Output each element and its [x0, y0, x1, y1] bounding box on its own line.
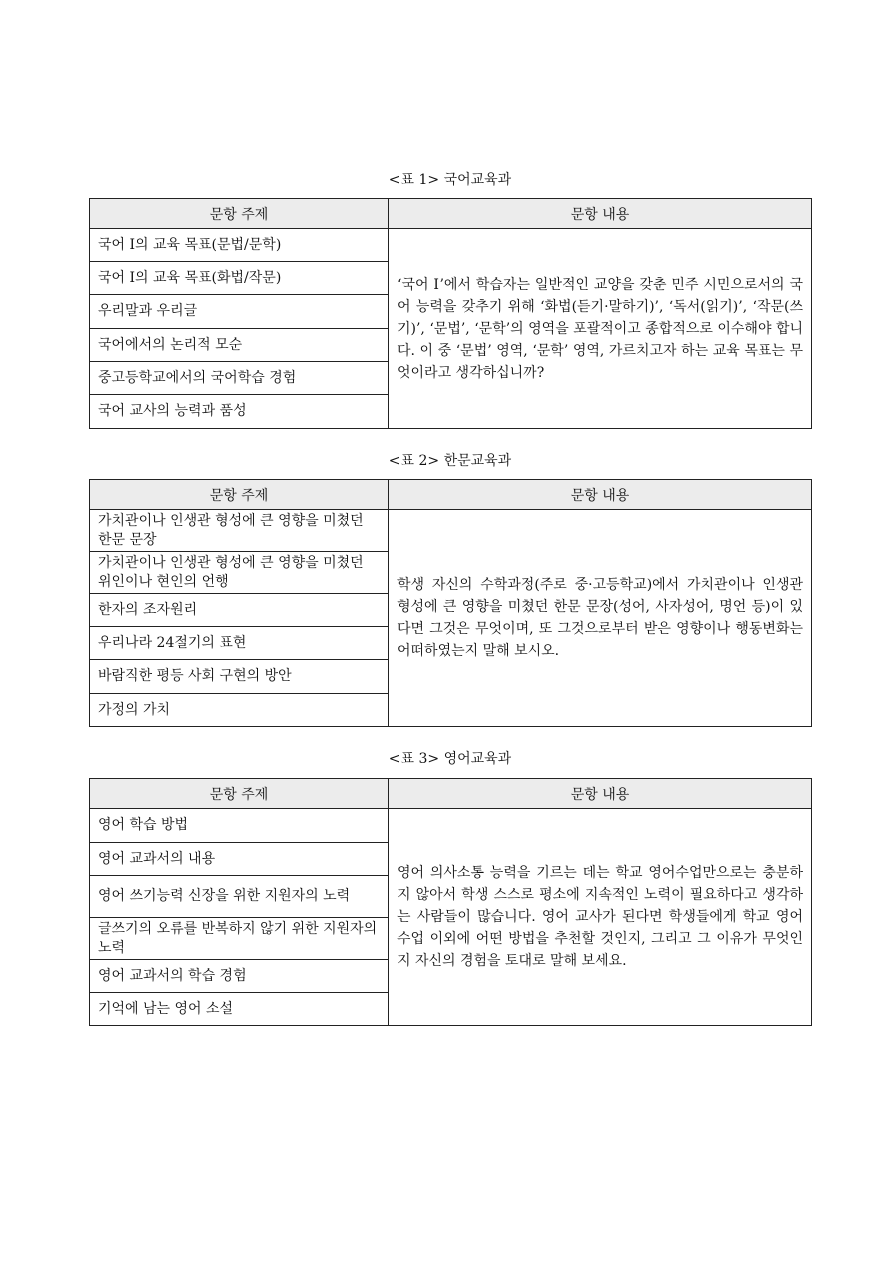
table-2-content: 학생 자신의 수학과정(주로 중·고등학교)에서 가치관이나 인생관 형성에 큰 영향을 미쳤던 한문 문장(성어, 사자성어, 명언 등)이 있다면 그것은 무엇이며, 또 그것으로부터 받은 영향이나 행동변화는 어떠하였는지 말해 보시오. [389, 510, 812, 727]
table-3 [89, 778, 812, 1026]
table-2-topic: 한자의 조자원리 [90, 594, 389, 627]
table-3-topic: 영어 교과서의 학습 경험 [90, 960, 389, 993]
table-1-topic: 국어 Ⅰ의 교육 목표(문법/문학) [90, 229, 389, 262]
table-1-topic: 국어 Ⅰ의 교육 목표(화법/작문) [90, 262, 389, 295]
table-3-topic: 영어 학습 방법 [90, 809, 389, 843]
table-2-topic: 가치관이나 인생관 형성에 큰 영향을 미쳤던 위인이나 현인의 언행 [90, 552, 389, 594]
table-2-header-content: 문항 내용 [389, 480, 812, 510]
table-1-topic: 우리말과 우리글 [90, 295, 389, 329]
table-1-header-topic: 문항 주제 [90, 199, 389, 229]
table-2-caption: <표 2> 한문교육과 [388, 453, 512, 469]
table-3-header-topic: 문항 주제 [90, 779, 389, 809]
table-1-content: ‘국어 Ⅰ’에서 학습자는 일반적인 교양을 갖춘 민주 시민으로서의 국어 능력을 갖추기 위해 ‘화법(듣기·말하기)’, ‘독서(읽기)’, ‘작문(쓰기)’, ‘문법’, ‘문학’의 영역을 포괄적이고 종합적으로 이수해야 합니다. 이 중 ‘문법’ 영역, ‘문학’ 영역, 가르치고자 하는 교육 목표는 무엇이라고 생각하십니까? [389, 229, 812, 429]
table-2-topic: 가치관이나 인생관 형성에 큰 영향을 미쳤던 한문 문장 [90, 510, 389, 552]
table-1-topic: 국어 교사의 능력과 품성 [90, 395, 389, 429]
table-1-caption: <표 1> 국어교육과 [388, 172, 512, 188]
table-1 [89, 198, 812, 429]
table-1-topic: 국어에서의 논리적 모순 [90, 329, 389, 362]
table-3-content: 영어 의사소통 능력을 기르는 데는 학교 영어수업만으로는 충분하지 않아서 학생 스스로 평소에 지속적인 노력이 필요하다고 생각하는 사람들이 많습니다. 영어 교사가 된다면 학생들에게 학교 영어 수업 이외에 어떤 방법을 추천할 것인지, 그리고 그 이유가 무엇인지 자신의 경험을 토대로 말해 보세요. [389, 809, 812, 1026]
table-3-topic: 영어 교과서의 내용 [90, 843, 389, 876]
table-2-topic: 가정의 가치 [90, 694, 389, 727]
table-3-header-content: 문항 내용 [389, 779, 812, 809]
table-3-topic: 기억에 남는 영어 소설 [90, 993, 389, 1026]
table-2 [89, 479, 812, 727]
table-1-topic: 중고등학교에서의 국어학습 경험 [90, 362, 389, 395]
table-2-header-topic: 문항 주제 [90, 480, 389, 510]
table-2-topic: 바람직한 평등 사회 구현의 방안 [90, 660, 389, 694]
table-1-header-content: 문항 내용 [389, 199, 812, 229]
table-3-topic: 글쓰기의 오류를 반복하지 않기 위한 지원자의 노력 [90, 918, 389, 960]
table-3-caption: <표 3> 영어교육과 [388, 751, 512, 767]
table-2-topic: 우리나라 24절기의 표현 [90, 627, 389, 660]
table-3-topic: 영어 쓰기능력 신장을 위한 지원자의 노력 [90, 876, 389, 918]
